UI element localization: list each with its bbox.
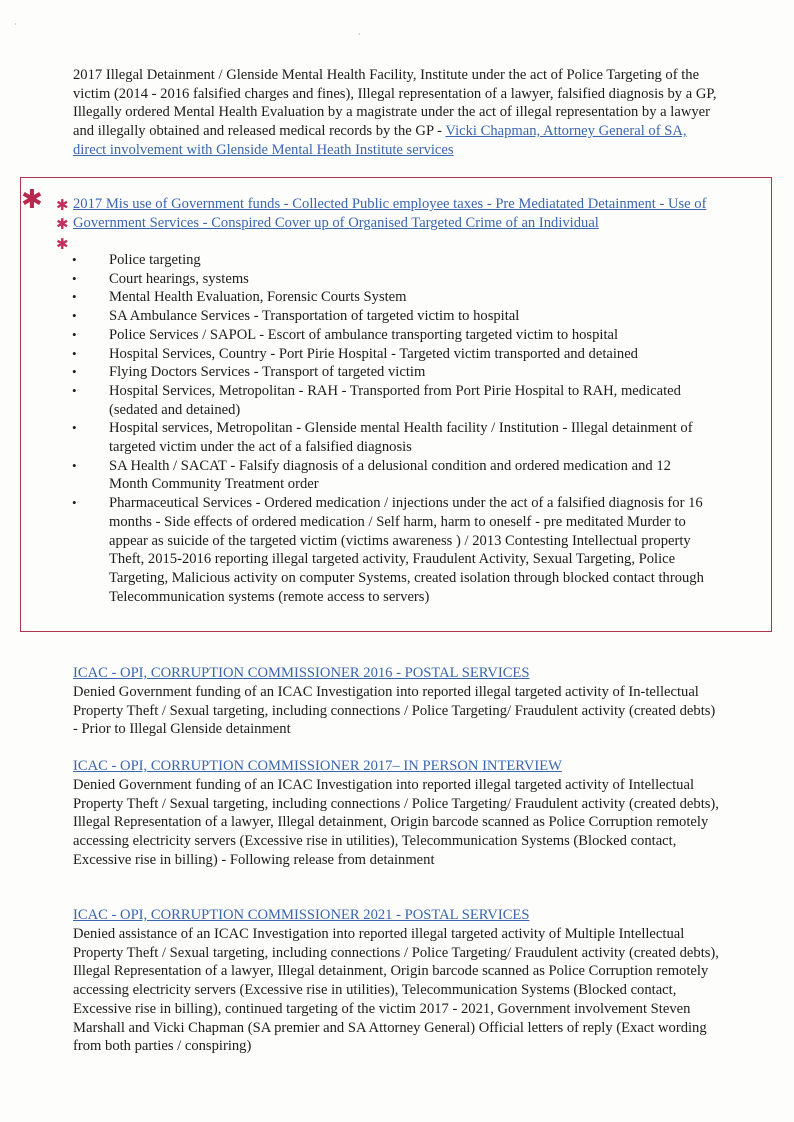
section-body-2021: Denied assistance of an ICAC Investigation into reported illegal targeted activity of Multiple Intellectual Property Theft / Sexual targeting, including connections / Police Targeting/ Fraudulent activity (created debts), Illegal Representation of a lawyer, Illegal detainment, Origin barcode scanned as Police Corruption remotely accessing electricity servers (Excessive rise in utilities), Telecommunication Systems (Blocked contact, Excessive rise in billing), continued targeting of the victim 2017 - 2021, Government involvement Steven Marshall and Vicki Chapman (SA premier and SA Attorney General) Official letters of reply (Exact wording from both parties / conspiring) [73, 926, 719, 1055]
list-item: • Court hearings, systems [72, 270, 712, 289]
list-item: • Hospital Services, Metropolitan - RAH - Transported from Port Pirie Hospital to RAH, medicated (sedated and detained) [72, 382, 712, 419]
section-body-2016: Denied Government funding of an ICAC Investigation into reported illegal targeted activity of In-tellectual Property Theft / Sexual targeting, including connections / Police Targeting/ Fraudulent activity (created debts) - Prior to Illegal Glenside detainment [73, 684, 716, 738]
list-item: • Mental Health Evaluation, Forensic Courts System [72, 288, 712, 307]
star-annotation-icon: ✱ [56, 235, 69, 253]
scan-speck: · [14, 20, 17, 29]
box-heading[interactable]: 2017 Mis use of Government funds - Collected Public employee taxes - Pre Mediatated Detainment - Use of Government Services - Conspired Cover up of Organised Targeted Crime of an Individual [73, 196, 707, 231]
star-annotation-icon: ✱ [56, 196, 69, 214]
asterisk-annotation-icon: ✱ [21, 185, 43, 215]
list-item: • Hospital Services, Country - Port Pirie Hospital - Targeted victim transported and detained [72, 345, 712, 364]
list-item: • Pharmaceutical Services - Ordered medication / injections under the act of a falsified diagnosis for 16 months - Side effects of ordered medication / Self harm, harm to oneself - pre meditated Murder to appear as suicide of the targeted victim (victims awareness ) / 2013 Contesting Intellectual property Theft, 2015-2016 reporting illegal targeted activity, Fraudulent Activity, Sexual Targeting, Police Targeting, Malicious activity on computer Systems, created isolation through blocked contact through Telecommunication systems (remote access to servers) [72, 494, 712, 606]
section-body-2017: Denied Government funding of an ICAC Investigation into reported illegal targeted activity of Intellectual Property Theft / Sexual targeting, including connections / Police Targeting/ Fraudulent activity (created debts), Illegal Representation of a lawyer, Illegal detainment, Origin barcode scanned as Police Corruption remotely accessing electricity servers (Excessive rise in utilities), Telecommunication Systems (Blocked contact, Excessive rise in billing) - Following release from detainment [73, 777, 719, 868]
scan-speck: · [358, 30, 361, 39]
services-list [72, 251, 712, 606]
star-annotation-icon: ✱ [56, 215, 69, 233]
list-item: • Police Services / SAPOL - Escort of ambulance transporting targeted victim to hospital [72, 326, 712, 345]
section-heading-2017[interactable]: ICAC - OPI, CORRUPTION COMMISSIONER 2017– IN PERSON INTERVIEW [73, 758, 562, 774]
list-item: • SA Ambulance Services - Transportation of targeted victim to hospital [72, 307, 712, 326]
list-item: • Hospital services, Metropolitan - Glenside mental Health facility / Institution - Illegal detainment of targeted victim under the act of a falsified diagnosis [72, 419, 712, 456]
intro-link[interactable]: Vicki Chapman, Attorney General of SA, direct involvement with Glenside Mental Heath Institute services [73, 123, 687, 158]
intro-paragraph [73, 66, 723, 160]
section-heading-2021[interactable]: ICAC - OPI, CORRUPTION COMMISSIONER 2021 - POSTAL SERVICES [73, 907, 530, 923]
list-item: • Police targeting [72, 251, 712, 270]
list-item: • Flying Doctors Services - Transport of targeted victim [72, 363, 712, 382]
section-heading-2016[interactable]: ICAC - OPI, CORRUPTION COMMISSIONER 2016 - POSTAL SERVICES [73, 665, 530, 681]
intro-text: 2017 Illegal Detainment / Glenside Mental Health Facility, Institute under the act of Police Targeting of the victim (2014 - 2016 falsified charges and fines), Illegal representation of a lawyer, falsified diagnosis by a GP, Illegally ordered Mental Health Evaluation by a magistrate under the act of illegal representation by a lawyer and illegally obtained and released medical records by the GP - [73, 67, 717, 140]
list-item: • SA Health / SACAT - Falsify diagnosis of a delusional condition and ordered medication and 12 Month Community Treatment order [72, 457, 712, 494]
